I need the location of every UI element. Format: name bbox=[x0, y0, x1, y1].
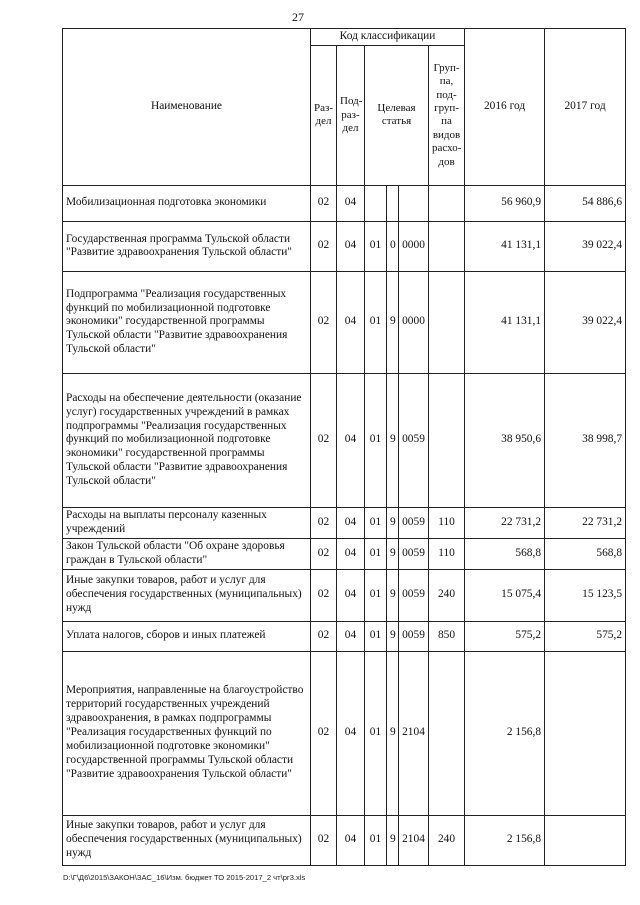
row-value-2017: 54 886,6 bbox=[545, 185, 626, 221]
row-value-2017: 39 022,4 bbox=[545, 221, 626, 271]
row-name: Уплата налогов, сборов и иных платежей bbox=[63, 621, 311, 651]
row-podrazdel: 04 bbox=[337, 373, 365, 507]
row-target-subprogram: 9 bbox=[387, 507, 399, 538]
row-name: Подпрограмма "Реализация государственных функций по мобилизационной подготовке экономики" государственной программы Тульской области "Развитие здравоохранения Тульской области" bbox=[63, 271, 311, 373]
table-row bbox=[63, 507, 626, 538]
budget-table bbox=[62, 28, 626, 866]
row-value-2016: 568,8 bbox=[465, 538, 545, 569]
row-value-2017: 38 998,7 bbox=[545, 373, 626, 507]
row-target-subprogram: 9 bbox=[387, 621, 399, 651]
row-razdel: 02 bbox=[311, 185, 337, 221]
header-name: Наименование bbox=[63, 29, 311, 186]
row-target-subprogram: 9 bbox=[387, 373, 399, 507]
header-year-2017: 2017 год bbox=[545, 29, 626, 186]
row-expense-group: 850 bbox=[429, 621, 465, 651]
row-target-subprogram: 9 bbox=[387, 271, 399, 373]
row-target-direction: 2104 bbox=[399, 815, 429, 865]
row-name: Закон Тульской области "Об охране здоровья граждан в Тульской области" bbox=[63, 538, 311, 569]
row-target-program: 01 bbox=[365, 507, 387, 538]
row-target-direction: 0059 bbox=[399, 621, 429, 651]
table-row bbox=[63, 621, 626, 651]
row-value-2017: 22 731,2 bbox=[545, 507, 626, 538]
row-value-2016: 575,2 bbox=[465, 621, 545, 651]
row-razdel: 02 bbox=[311, 271, 337, 373]
row-value-2016: 2 156,8 bbox=[465, 651, 545, 815]
row-target-direction: 0059 bbox=[399, 538, 429, 569]
row-podrazdel: 04 bbox=[337, 569, 365, 621]
row-razdel: 02 bbox=[311, 651, 337, 815]
row-name: Государственная программа Тульской области "Развитие здравоохранения Тульской области" bbox=[63, 221, 311, 271]
row-value-2016: 2 156,8 bbox=[465, 815, 545, 865]
row-target-program: 01 bbox=[365, 569, 387, 621]
row-expense-group bbox=[429, 373, 465, 507]
row-razdel: 02 bbox=[311, 815, 337, 865]
row-podrazdel: 04 bbox=[337, 651, 365, 815]
row-target-direction: 0059 bbox=[399, 569, 429, 621]
row-target-program: 01 bbox=[365, 651, 387, 815]
row-value-2017: 568,8 bbox=[545, 538, 626, 569]
row-podrazdel: 04 bbox=[337, 271, 365, 373]
row-target-direction: 2104 bbox=[399, 651, 429, 815]
row-expense-group: 110 bbox=[429, 507, 465, 538]
row-target-subprogram: 0 bbox=[387, 221, 399, 271]
row-value-2016: 41 131,1 bbox=[465, 271, 545, 373]
row-value-2016: 38 950,6 bbox=[465, 373, 545, 507]
row-name: Иные закупки товаров, работ и услуг для обеспечения государственных (муниципальных) нужд bbox=[63, 815, 311, 865]
file-path-footer: D:\Г\Д6\2015\ЗАКОН\ЗАС_16\Изм. бюджет ТО 2015-2017_2 чт\рг3.xls bbox=[63, 873, 306, 882]
row-razdel: 02 bbox=[311, 538, 337, 569]
table-body bbox=[63, 185, 626, 865]
row-target-subprogram: 9 bbox=[387, 815, 399, 865]
row-name: Иные закупки товаров, работ и услуг для обеспечения государственных (муниципальных) нужд bbox=[63, 569, 311, 621]
table-row bbox=[63, 569, 626, 621]
row-value-2017: 575,2 bbox=[545, 621, 626, 651]
table-row bbox=[63, 185, 626, 221]
row-value-2016: 41 131,1 bbox=[465, 221, 545, 271]
row-expense-group bbox=[429, 271, 465, 373]
row-razdel: 02 bbox=[311, 569, 337, 621]
row-target-program bbox=[365, 185, 387, 221]
row-value-2017: 15 123,5 bbox=[545, 569, 626, 621]
row-target-program: 01 bbox=[365, 815, 387, 865]
row-value-2017 bbox=[545, 815, 626, 865]
row-podrazdel: 04 bbox=[337, 185, 365, 221]
row-expense-group bbox=[429, 185, 465, 221]
table-row bbox=[63, 373, 626, 507]
row-podrazdel: 04 bbox=[337, 621, 365, 651]
page-number: 27 bbox=[292, 10, 304, 24]
row-podrazdel: 04 bbox=[337, 815, 365, 865]
row-razdel: 02 bbox=[311, 621, 337, 651]
row-value-2016: 22 731,2 bbox=[465, 507, 545, 538]
row-target-direction: 0059 bbox=[399, 507, 429, 538]
row-expense-group: 110 bbox=[429, 538, 465, 569]
table-row bbox=[63, 271, 626, 373]
row-razdel: 02 bbox=[311, 507, 337, 538]
row-value-2017: 39 022,4 bbox=[545, 271, 626, 373]
row-target-subprogram: 9 bbox=[387, 651, 399, 815]
row-value-2016: 15 075,4 bbox=[465, 569, 545, 621]
header-year-2016: 2016 год bbox=[465, 29, 545, 186]
header-podrazdel: Под-раз-дел bbox=[337, 45, 365, 185]
row-target-subprogram: 9 bbox=[387, 569, 399, 621]
row-target-subprogram bbox=[387, 185, 399, 221]
row-target-program: 01 bbox=[365, 538, 387, 569]
row-target-program: 01 bbox=[365, 221, 387, 271]
row-podrazdel: 04 bbox=[337, 507, 365, 538]
table-row bbox=[63, 221, 626, 271]
row-target-direction: 0000 bbox=[399, 221, 429, 271]
table-row bbox=[63, 815, 626, 865]
table-row bbox=[63, 651, 626, 815]
row-razdel: 02 bbox=[311, 221, 337, 271]
row-razdel: 02 bbox=[311, 373, 337, 507]
row-expense-group: 240 bbox=[429, 569, 465, 621]
row-name: Расходы на выплаты персоналу казенных учреждений bbox=[63, 507, 311, 538]
row-name: Мобилизационная подготовка экономики bbox=[63, 185, 311, 221]
header-target-article: Целевая статья bbox=[365, 45, 429, 185]
row-podrazdel: 04 bbox=[337, 221, 365, 271]
row-target-direction bbox=[399, 185, 429, 221]
row-target-program: 01 bbox=[365, 621, 387, 651]
row-target-direction: 0059 bbox=[399, 373, 429, 507]
row-expense-group bbox=[429, 651, 465, 815]
header-razdel: Раз-дел bbox=[311, 45, 337, 185]
row-target-subprogram: 9 bbox=[387, 538, 399, 569]
row-value-2017 bbox=[545, 651, 626, 815]
row-value-2016: 56 960,9 bbox=[465, 185, 545, 221]
row-expense-group: 240 bbox=[429, 815, 465, 865]
header-code: Код классификации bbox=[311, 29, 465, 46]
row-name: Мероприятия, направленные на благоустройство территорий государственных учреждений здравоохранения, в рамках подпрограммы "Реализация государственных функций по мобилизационной подготовке экономики" государственной программы Тульской области "Развитие здравоохранения Тульской области" bbox=[63, 651, 311, 815]
header-expense-group: Груп-па, под-груп-па видов расхо-дов bbox=[429, 45, 465, 185]
table-row bbox=[63, 538, 626, 569]
row-podrazdel: 04 bbox=[337, 538, 365, 569]
row-name: Расходы на обеспечение деятельности (оказание услуг) государственных учреждений в рамках подпрограммы "Реализация государственных функций по мобилизационной подготовке экономики" государственной программы Тульской области "Развитие здравоохранения Тульской области" bbox=[63, 373, 311, 507]
row-target-program: 01 bbox=[365, 271, 387, 373]
row-expense-group bbox=[429, 221, 465, 271]
row-target-direction: 0000 bbox=[399, 271, 429, 373]
row-target-program: 01 bbox=[365, 373, 387, 507]
